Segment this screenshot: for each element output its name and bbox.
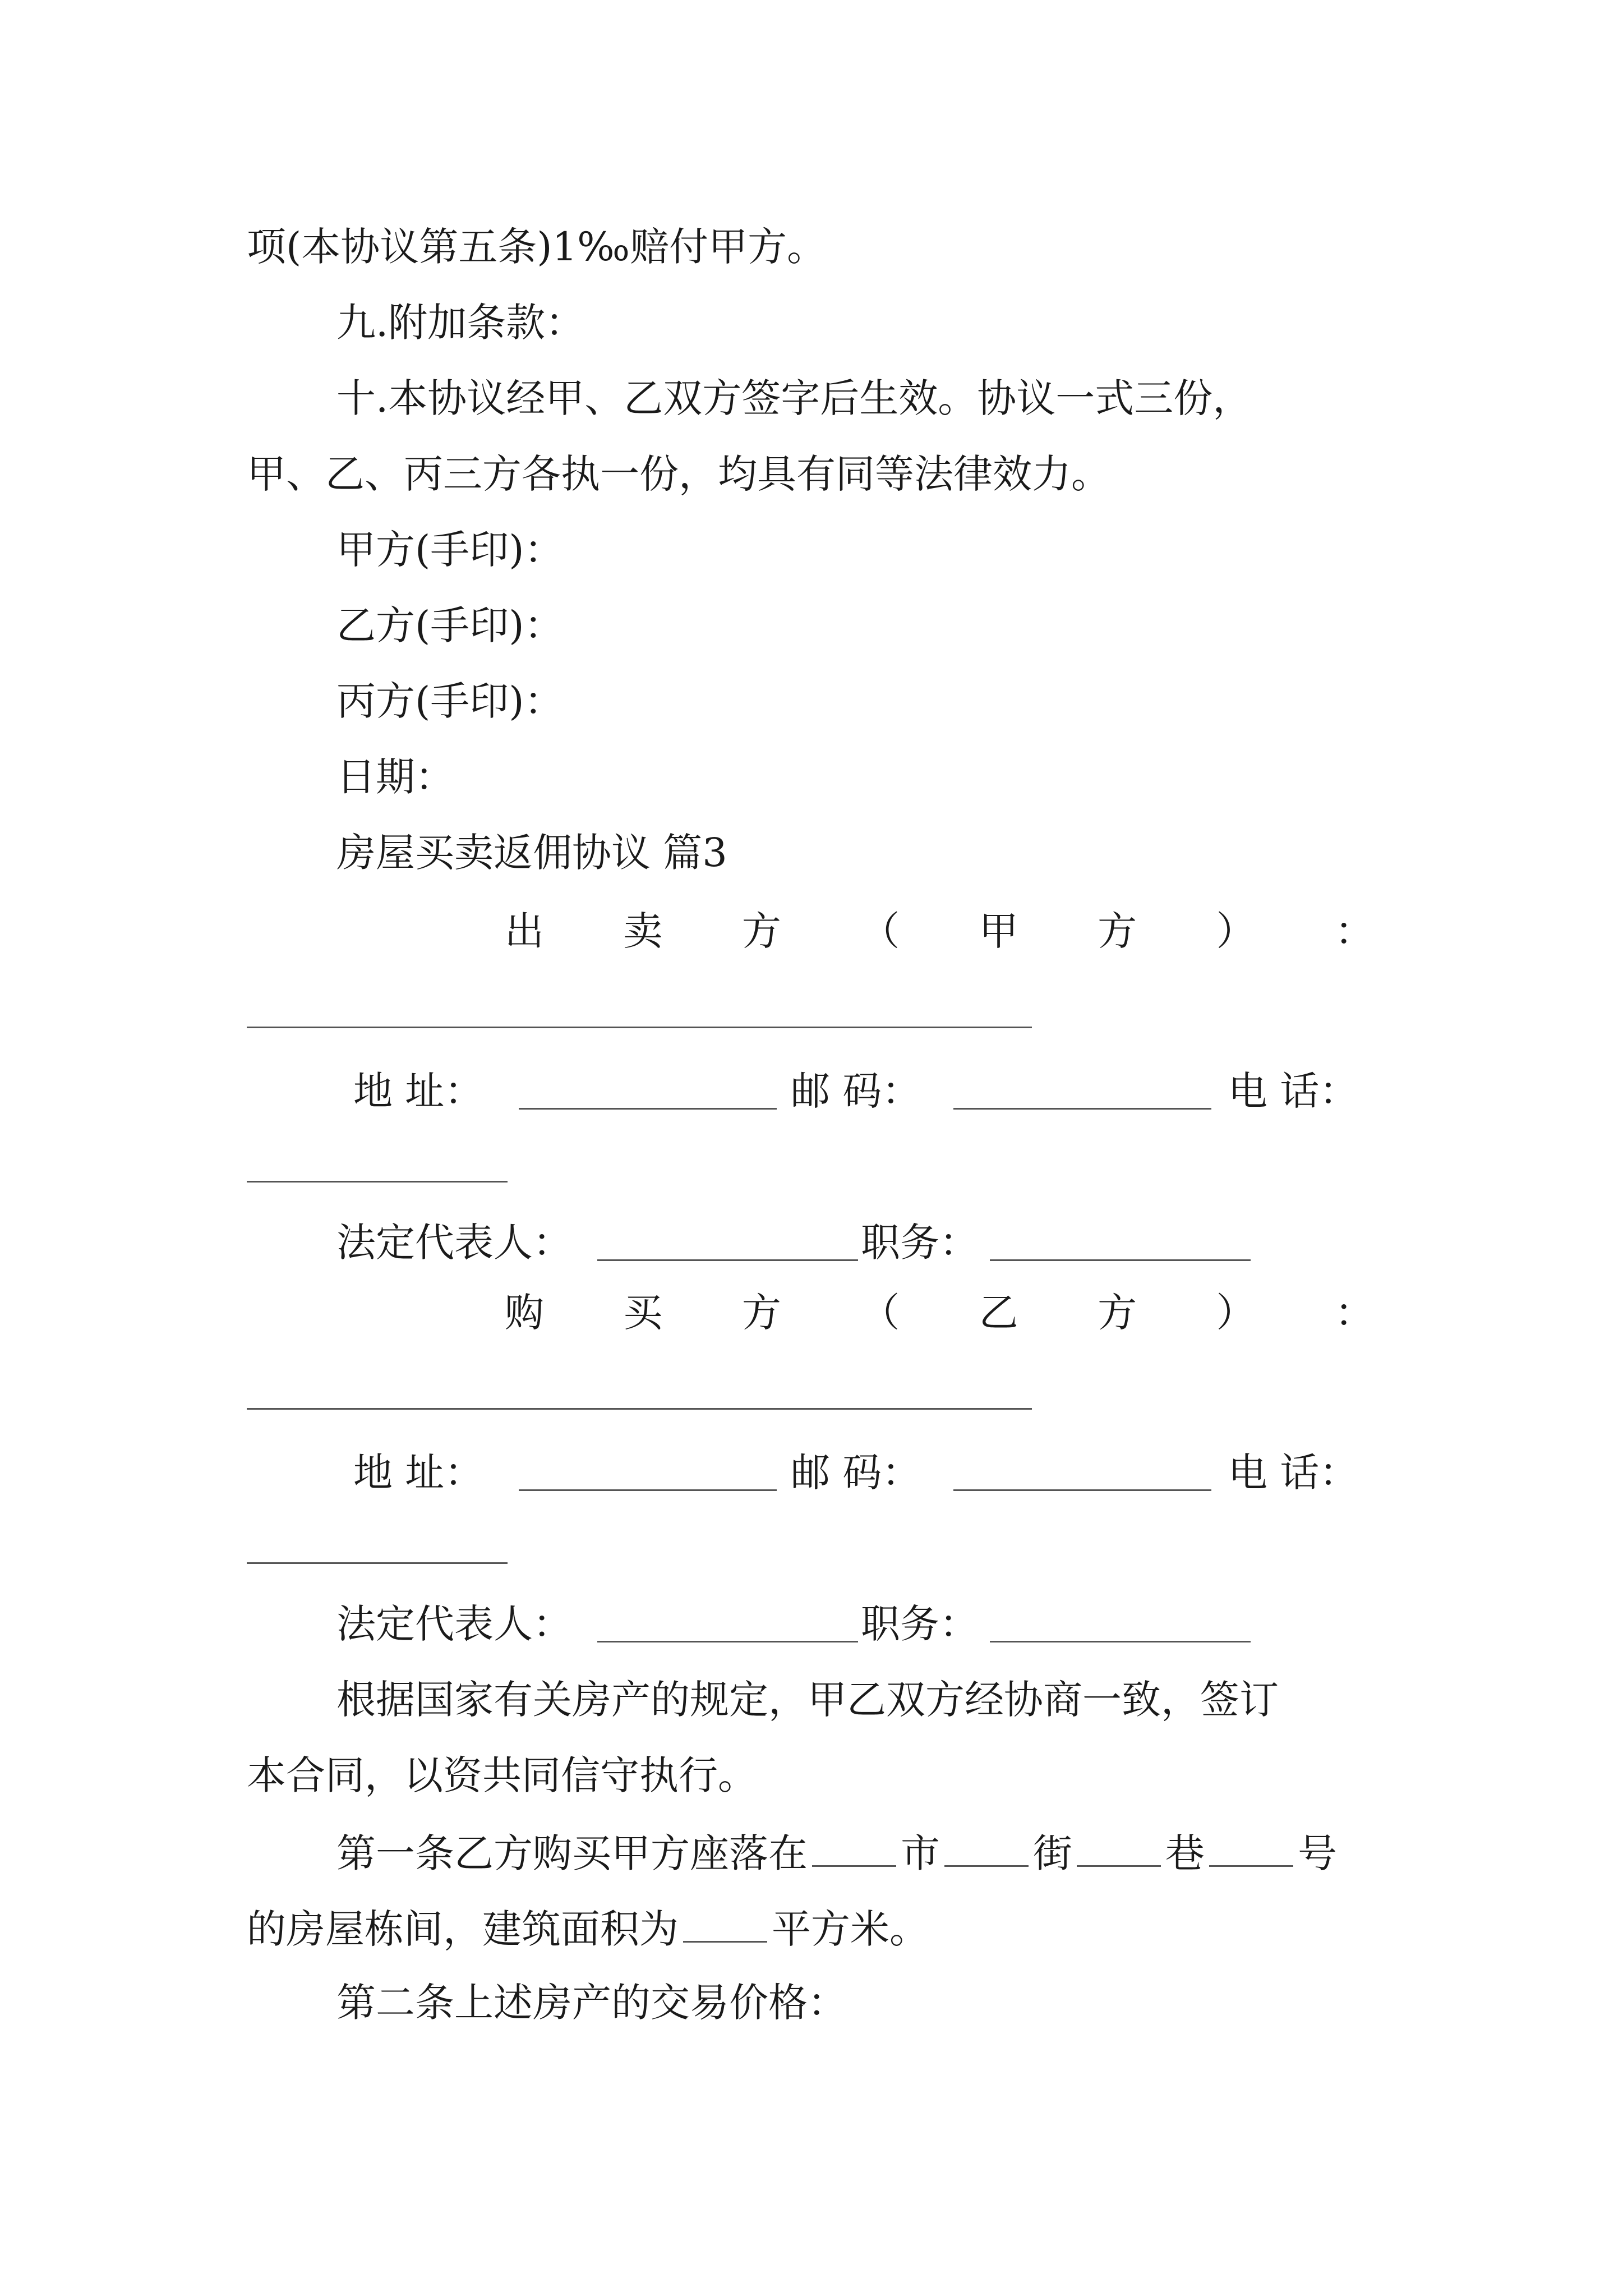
buyer-phone-label: 电 话： [1228,1450,1359,1496]
seller-name-blank [247,1027,1032,1028]
buyer-postcode-label: 邮 码： [791,1450,921,1496]
seller-char: 甲 [979,908,1018,954]
buyer-char: 购 [505,1290,544,1336]
article-1-line1 [336,1826,1337,1876]
party-a-sign: 甲方(手印)： [336,527,564,573]
clause-10-line2: 甲、乙、丙三方各执一份，均具有同等法律效力。 [247,451,1110,497]
party-b-sign: 乙方(手印)： [336,602,564,648]
article-1-text: 第一条乙方购买甲方座落在 [336,1830,808,1876]
buyer-char: 方 [741,1290,781,1336]
seller-char: 方 [741,908,781,954]
seller-phone-label: 电 话： [1228,1068,1359,1114]
seller-char: ： [1334,908,1374,954]
area-blank [683,1902,767,1943]
seller-address-blank [519,1108,777,1110]
seller-postcode-label: 邮 码： [791,1068,921,1114]
article-2: 第二条上述房产的交易价格： [336,1980,847,2026]
seller-char: （ [860,908,900,954]
seller-char: 方 [1098,908,1137,954]
seller-position-blank [990,1259,1251,1261]
number-label: 号 [1298,1830,1337,1876]
seller-phone-blank [247,1181,508,1182]
city-blank [812,1826,896,1867]
text-line-1: 项(本协议第五条)1‰赔付甲方。 [247,224,827,270]
seller-char: ） [1216,908,1256,954]
buyer-char: （ [860,1290,900,1336]
buyer-char: 方 [1098,1290,1137,1336]
date-label: 日期： [336,754,454,800]
street-blank [944,1826,1029,1867]
buyer-heading [505,1287,1374,1338]
party-c-sign: 丙方(手印)： [336,678,564,724]
clause-10-line1: 十.本协议经甲、乙双方签字后生效。协议一式三份， [336,375,1252,421]
seller-rep-blank [597,1259,858,1261]
number-blank [1209,1826,1293,1867]
street-label: 街 [1033,1830,1072,1876]
buyer-char: 乙 [979,1290,1018,1336]
seller-position-label: 职务： [861,1220,979,1266]
buyer-position-label: 职务： [861,1601,979,1647]
lane-label: 巷 [1165,1830,1205,1876]
clause-9: 九.附加条款： [336,300,585,346]
article-1-line2 [247,1902,929,1952]
city-label: 市 [901,1830,940,1876]
seller-address-label: 地 址： [353,1068,484,1114]
seller-char: 卖 [623,908,663,954]
buyer-postcode-blank [953,1489,1211,1491]
body-paragraph-1a: 根据国家有关房产的规定，甲乙双方经协商一致，签订 [336,1677,1279,1723]
article-1-text2: 的房屋栋间，建筑面积为 [247,1906,679,1952]
section-title: 房屋买卖返佣协议 篇3 [336,830,727,876]
buyer-address-label: 地 址： [353,1450,484,1496]
area-unit: 平方米。 [772,1906,929,1952]
seller-rep-label: 法定代表人： [336,1220,572,1266]
buyer-char: ： [1334,1290,1374,1336]
seller-char: 出 [505,908,544,954]
seller-postcode-blank [953,1108,1211,1110]
body-paragraph-1b: 本合同，以资共同信守执行。 [247,1752,757,1798]
buyer-address-blank [519,1489,777,1491]
buyer-position-blank [990,1641,1251,1642]
buyer-rep-label: 法定代表人： [336,1601,572,1647]
lane-blank [1077,1826,1161,1867]
buyer-phone-blank [247,1562,508,1564]
buyer-name-blank [247,1408,1032,1410]
buyer-char: ） [1216,1290,1256,1336]
buyer-rep-blank [597,1641,858,1642]
buyer-char: 买 [623,1290,663,1336]
seller-heading [505,906,1374,956]
